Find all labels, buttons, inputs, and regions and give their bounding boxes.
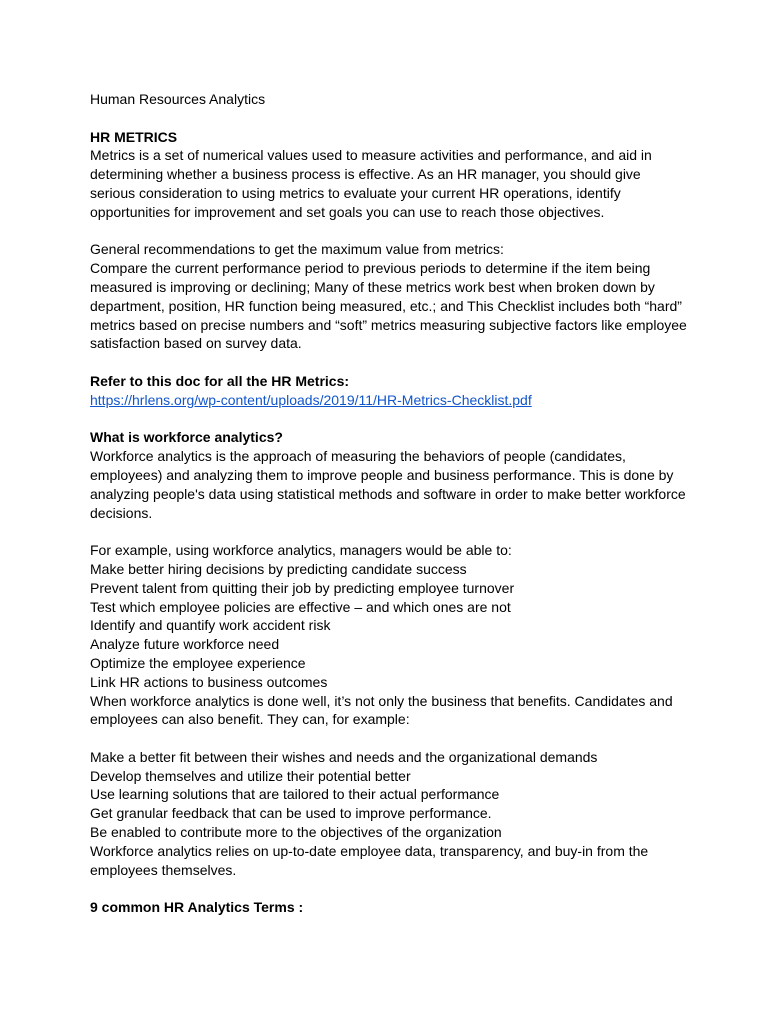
benefit-item: Be enabled to contribute more to the objectives of the organization — [90, 824, 502, 841]
benefit-item: Develop themselves and utilize their potential better — [90, 767, 411, 784]
benefit-item: Get granular feedback that can be used to improve performance. — [90, 805, 492, 822]
workforce-heading: What is workforce analytics? — [90, 429, 283, 446]
workforce-paragraph: Workforce analytics is the approach of measuring the behaviors of people (candidates, employees) and analyzing them to improve people and business performance. This is done by analyzing people's data using statistical methods and software in order to make better workforce decisions. — [90, 448, 686, 521]
spacer — [90, 522, 688, 541]
hr-metrics-checklist-link[interactable]: https://hrlens.org/wp-content/uploads/2019/11/HR-Metrics-Checklist.pdf — [90, 391, 532, 408]
example-item: Make better hiring decisions by predicting candidate success — [90, 560, 467, 577]
refer-label: Refer to this doc for all the HR Metrics: — [90, 372, 350, 389]
spacer — [90, 353, 688, 372]
example-item: Analyze future workforce need — [90, 636, 280, 653]
example-item: Link HR actions to business outcomes — [90, 673, 328, 690]
recommendations-paragraph: Compare the current performance period to previous periods to determine if the item being measured is improving or declining; Many of these metrics work best when broken down by department, position, HR function being measured, etc.; and This Checklist includes both “hard” metrics based on precise numbers and “soft” metrics measuring subjective factors like employee satisfaction based on survey data. — [90, 260, 687, 352]
hr-metrics-heading: HR METRICS — [90, 128, 178, 145]
spacer — [90, 729, 688, 748]
hr-metrics-paragraph: Metrics is a set of numerical values used to measure activities and performance, and aid in determining whether a business process is effective. As an HR manager, you should give serious consideration to using metrics to evaluate your current HR operations, identify opportunities for improvement and set goals you can use to reach those objectives. — [90, 147, 652, 220]
document-title: Human Resources Analytics — [90, 91, 266, 107]
example-intro: For example, using workforce analytics, managers would be able to: — [90, 542, 512, 559]
example-item: Prevent talent from quitting their job by predicting employee turnover — [90, 579, 515, 596]
benefit-item: Make a better fit between their wishes and needs and the organizational demands — [90, 748, 598, 765]
example-outro: When workforce analytics is done well, it’s not only the business that benefits. Candidates and employees can also benefit. They can, for example: — [90, 692, 673, 728]
spacer — [90, 410, 688, 429]
example-item: Test which employee policies are effective – and which ones are not — [90, 598, 511, 615]
example-item: Optimize the employee experience — [90, 654, 306, 671]
benefit-item: Use learning solutions that are tailored to their actual performance — [90, 786, 500, 803]
terms-heading: 9 common HR Analytics Terms : — [90, 899, 304, 916]
refer-link-line — [90, 391, 688, 410]
example-item: Identify and quantify work accident risk — [90, 617, 331, 634]
recommendations-intro: General recommendations to get the maximum value from metrics: — [90, 241, 504, 258]
spacer — [90, 879, 688, 898]
spacer — [90, 109, 688, 128]
benefits-closing: Workforce analytics relies on up-to-date employee data, transparency, and buy-in from the employees themselves. — [90, 842, 649, 878]
spacer — [90, 222, 688, 241]
